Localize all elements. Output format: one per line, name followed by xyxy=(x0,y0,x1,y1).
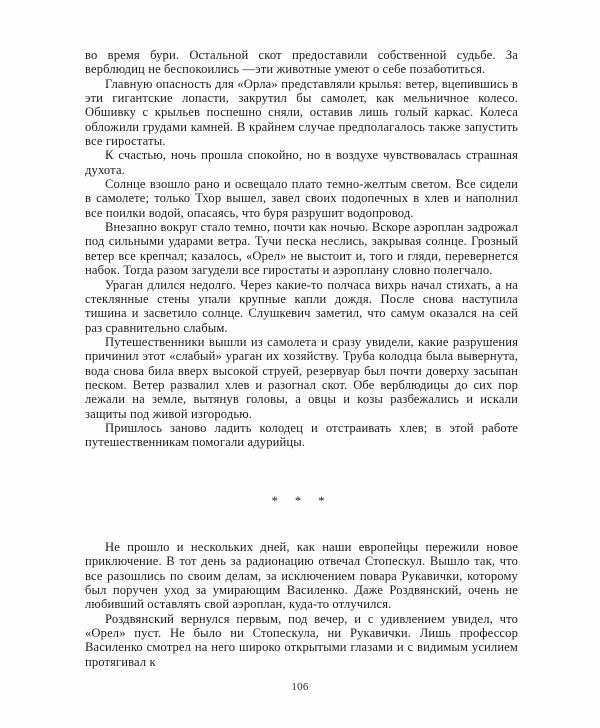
paragraph-hurricane-ends: Ураган длился недолго. Через какие-то полчаса вихрь начал стихать, а на стеклянные стены упали крупные капли дождя. После снова наступила тишина и засветило солнце. Слушкевич заметил, что самум оказался на сей раз сравнительно слабым. xyxy=(85,277,518,335)
paragraph-quiet-night: К счастью, ночь прошла спокойно, но в воздухе чувствовалась страшная духота. xyxy=(85,148,518,177)
scene-break-spacer xyxy=(85,508,518,540)
page-number: 106 xyxy=(291,681,309,693)
paragraph-wings-danger: Главную опасность для «Орла» представляли крылья: ветер, вцепившись в эти гигантские лопасти, закрутил бы самолет, как мельничное колесо. Обшивку с крыльев поспешно сняли, оставив лишь голый каркас. Колеса обложили грудами камней. В крайнем случае предполагалось также запустить все гиростаты. xyxy=(85,76,518,149)
paragraph-return: Роздвянский вернулся первым, под вечер, и с удивлением увидел, что «Орел» пуст. Не было ни Стопескула, ни Рукавички. Лишь профессор Василенко смотрел на него широко открытыми глазами и с видимым усилием протягивал к xyxy=(85,611,518,669)
paragraph-new-adventure: Не прошло и нескольких дней, как наши европейцы пережили новое приключение. В тот день за радионацию отвечал Стопескул. Вышло так, что все разошлись по своим делам, за исключением повара Рукавички, которому был поручен уход за умирающим Василенко. Даже Роздвянский, очень не любивший оставлять свой аэроплан, куда-то отлучился. xyxy=(85,539,518,612)
paragraph-continuation: во время бури. Остальной скот предоставили собственной судьбе. За верблюдиц не беспокоились —эти животные умеют о себе позаботиться. xyxy=(85,48,518,77)
paragraph-sunrise: Солнце взошло рано и освещало плато темно-желтым светом. Все сидели в самолете; только Тхор вышел, завел своих подопечных в хлев и наполнил все поилки водой, опасаясь, что буря разрушит водопровод. xyxy=(85,177,518,220)
paragraph-storm-hits: Внезапно вокруг стало темно, почти как ночью. Вскоре аэроплан задрожал под сильными ударами ветра. Тучи песка неслись, закрывая солнце. Грозный ветер все крепчал; казалось, «Орел» не выстоит и, того и гляди, перевернется набок. Тогда разом загудели все гиростаты и аэроплану словно полегчало. xyxy=(85,220,518,278)
scene-break-asterisks: * * * xyxy=(271,493,332,508)
page-text-block xyxy=(85,48,518,669)
paragraph-repairs: Пришлось заново ладить колодец и отстраивать хлев; в этой работе путешественникам помогали адурийцы. xyxy=(85,420,518,450)
paragraph-damage: Путешественники вышли из самолета и сразу увидели, какие разрушения причинил этот «слабый» ураган их хозяйству. Труба колодца была вывернута, вода снова била вверх высокой струей, резервуар был почти доверху засыпан песком. Ветер развалил хлев и разогнал скот. Обе верблюдицы до сих пор лежали на земле, вытянув головы, а овцы и козы разбежались и искали защиты под живой изгородью. xyxy=(85,334,518,421)
